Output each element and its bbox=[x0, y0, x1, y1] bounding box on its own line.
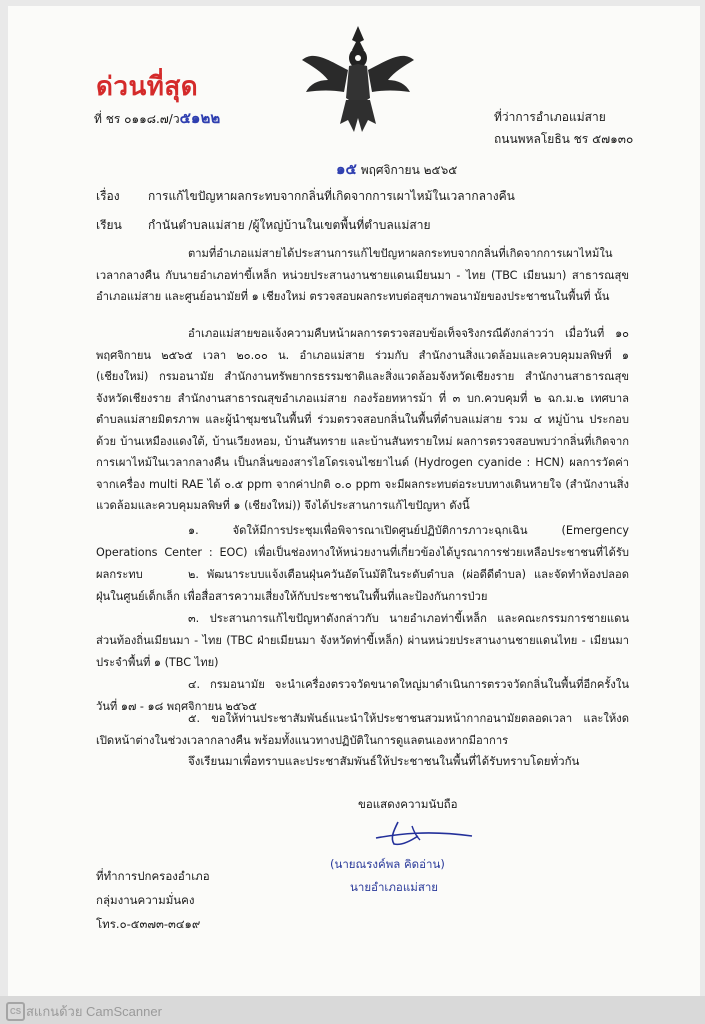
date-day-handwritten: ๑๕ bbox=[336, 160, 357, 178]
office-name: ที่ว่าการอำเภอแม่สาย bbox=[494, 110, 606, 124]
office-road: ถนนพหลโยธิน ชร ๕๗๑๓๐ bbox=[494, 132, 634, 146]
action-item-2-text: ๒. พัฒนาระบบแจ้งเตือนฝุ่นควันอัตโนมัติในระดับตำบล (ผ่อดีดีตำบล) และจัดทำห้องปลอดฝุ่นในศูนย์เด็กเล็ก เพื่อสื่อสารความเสี่ยงให้กับประชาชนในพื้นที่และป้องกันการป่วย bbox=[96, 568, 629, 603]
action-item-5 bbox=[96, 708, 629, 752]
scanner-watermark-bar bbox=[0, 996, 705, 1024]
recipient-row bbox=[96, 216, 431, 235]
closing-statement: จึงเรียนมาเพื่อทราบและประชาสัมพันธ์ให้ประชาชนในพื้นที่ได้รับทราบโดยทั่วกัน bbox=[188, 754, 580, 768]
document-page bbox=[8, 6, 700, 1016]
footer-department: ที่ทำการปกครองอำเภอ bbox=[96, 869, 210, 883]
date-month-year: พฤศจิกายน ๒๕๖๕ bbox=[360, 163, 458, 177]
body-paragraph-2 bbox=[96, 323, 629, 517]
action-item-3-text: ๓. ประสานการแก้ไขปัญหาดังกล่าวกับ นายอำเภอท่าขี้เหล็ก และคณะกรรมการชายแดนส่วนท้องถิ่นเมียนมา - ไทย (TBC ฝ่ายเมียนมา จังหวัดท่าขี้เหล็ก) ผ่านหน่วยประสานงานชายแดนไทย - เมียนมา ประจำพื้นที่ ๑ (TBC ไทย) bbox=[96, 612, 629, 669]
document-number bbox=[94, 106, 220, 130]
body-paragraph-1 bbox=[96, 243, 629, 308]
camscanner-logo-icon: CS bbox=[6, 1002, 25, 1021]
contact-footer bbox=[96, 864, 210, 936]
body-paragraph-2-text: อำเภอแม่สายขอแจ้งความคืบหน้าผลการตรวจสอบข้อเท็จจริงกรณีดังกล่าวว่า เมื่อวันที่ ๑๐ พฤศจิกายน ๒๕๖๕ เวลา ๒๐.๐๐ น. อำเภอแม่สาย ร่วมกับ สำนักงานสิ่งแวดล้อมและควบคุมมลพิษที่ ๑ (เชียงใหม่) กรมอนามัย สำนักงานทรัพยากรธรรมชาติและสิ่งแวดล้อมจังหวัดเชียงราย สำนักงานสาธารณสุขจังหวัดเชียงราย สำนักงานสาธารณสุขอำเภอแม่สาย กองร้อยทหารม้า ที่ ๓ บก.ควบคุมที่ ๒ ฉก.ม.๒ เทศบาลตำบลแม่สายมิตรภาพ และผู้นำชุมชนในพื้นที่ ร่วมตรวจสอบกลิ่นในพื้นที่ตำบลแม่สาย รวม ๔ หมู่บ้าน ประกอบด้วย บ้านเหมืองแดงใต้, บ้านเวียงหอม, บ้านสันทราย และบ้านสันทรายใหม่ ผลการตรวจสอบพบว่ากลิ่นที่เกิดจากการเผาไหม้ในเวลากลางคืน เป็นกลิ่นของสารไฮโดรเจนไซยาไนด์ (Hydrogen cyanide : HCN) ผลการวัดค่าจากเครื่อง multi RAE ได้ ๐.๕ ppm จากค่าปกติ ๐.๐ ppm จะมีผลกระทบต่อระบบทางเดินหายใจ (สำนักงานสิ่งแวดล้อมและควบคุมมลพิษที่ ๑ (เชียงใหม่)) จึงได้ประสานการแก้ไขปัญหา ดังนี้ bbox=[96, 327, 629, 512]
handwritten-signature bbox=[368, 818, 478, 848]
footer-phone: โทร.๐-๕๓๗๓-๓๔๑๙ bbox=[96, 917, 201, 931]
action-item-5-text: ๕. ขอให้ท่านประชาสัมพันธ์แนะนำให้ประชาชนสวมหน้ากากอนามัยตลอดเวลา และให้งดเปิดหน้าต่างในช่วงเวลากลางคืน พร้อมทั้งแนวทางปฏิบัติในการดูแลตนเองหากมีอาการ bbox=[96, 712, 629, 747]
action-item-2 bbox=[96, 564, 629, 608]
document-number-prefix: ที่ ชร ๐๑๑๘.๗/ว bbox=[94, 112, 180, 126]
regards-line: ขอแสดงความนับถือ bbox=[358, 797, 458, 811]
recipient-label: เรียน bbox=[96, 218, 122, 232]
document-date bbox=[336, 157, 457, 181]
subject-label: เรื่อง bbox=[96, 189, 120, 203]
body-paragraph-1-text: ตามที่อำเภอแม่สายได้ประสานการแก้ไขปัญหาผลกระทบจากกลิ่นที่เกิดจากการเผาไหม้ในเวลากลางคืน กับนายอำเภอท่าขี้เหล็ก หน่วยประสานงานชายแดนเมียนมา - ไทย (TBC เมียนมา) สาธารณสุขอำเภอแม่สาย และศูนย์อนามัยที่ ๑ เชียงใหม่ ตรวจสอบผลกระทบต่อสุขภาพอนามัยของประชาชนในพื้นที่ นั้น bbox=[96, 247, 629, 303]
subject-text: การแก้ไขปัญหาผลกระทบจากกลิ่นที่เกิดจากการเผาไหม้ในเวลากลางคืน bbox=[148, 189, 515, 203]
footer-unit: กลุ่มงานความมั่นคง bbox=[96, 893, 195, 907]
office-address bbox=[494, 106, 633, 150]
action-item-1-text: ๑. จัดให้มีการประชุมเพื่อพิจารณาเปิดศูนย์ปฏิบัติการภาวะฉุกเฉิน (Emergency Operations Center : EOC) เพื่อเป็นช่องทางให้หน่วยงานที่เกี่ยวข้องได้บูรณาการช่วยเหลือประชาชนที่ได้รับผลกระทบ bbox=[96, 524, 629, 581]
action-item-4-text: ๔. กรมอนามัย จะนำเครื่องตรวจวัดขนาดใหญ่มาดำเนินการตรวจวัดกลิ่นในพื้นที่อีกครั้งในวันที่ ๑๗ - ๑๘ พฤศจิกายน ๒๕๖๕ bbox=[96, 678, 629, 713]
subject-row bbox=[96, 187, 515, 206]
recipient-text: กำนันตำบลแม่สาย /ผู้ใหญ่บ้านในเขตพื้นที่ตำบลแม่สาย bbox=[148, 218, 431, 232]
garuda-emblem-icon bbox=[298, 20, 418, 140]
signatory-title: นายอำเภอแม่สาย bbox=[350, 880, 439, 894]
action-item-3 bbox=[96, 608, 629, 674]
signatory-name: (นายณรงค์พล คิดอ่าน) bbox=[330, 857, 445, 871]
scanner-watermark-text: สแกนด้วย CamScanner bbox=[26, 1004, 162, 1019]
urgency-stamp: ด่วนที่สุด bbox=[96, 72, 199, 102]
document-number-handwritten: ๕๑๒๒ bbox=[179, 109, 221, 127]
